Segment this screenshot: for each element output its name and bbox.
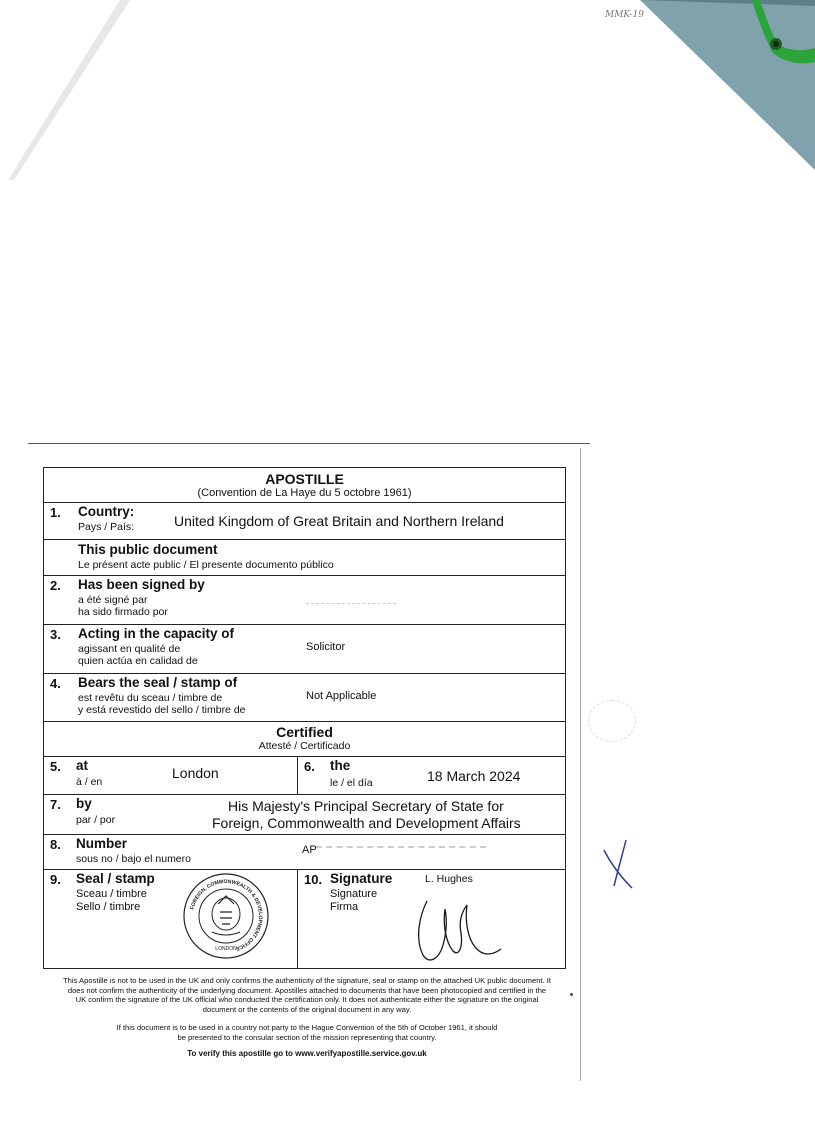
- field-number: 10.: [304, 872, 323, 887]
- signed-by-sublabel-fr: a été signé par: [78, 594, 148, 606]
- public-document-sublabel: Le présent acte public / El presente documento público: [78, 559, 334, 571]
- seal-of-sublabel-es: y está revestido del sello / timbre de: [78, 704, 246, 716]
- by-label: by: [76, 796, 92, 811]
- capacity-label: Acting in the capacity of: [78, 626, 235, 641]
- handwritten-x-mark: [596, 834, 636, 894]
- seal-ring-text: FOREIGN, COMMONWEALTH & DEVELOPMENT OFFICE: [189, 878, 264, 952]
- seal-of-row: [44, 673, 565, 722]
- capacity-sublabel-es: quien actúa en calidad de: [78, 655, 198, 667]
- signature-label: Signature: [330, 871, 393, 886]
- at-value: London: [172, 765, 219, 781]
- signed-by-label: Has been signed by: [78, 577, 205, 592]
- country-sublabel: Pays / País:: [78, 521, 135, 533]
- field-number: 6.: [304, 759, 315, 774]
- handwritten-note: MMK-19: [605, 10, 644, 20]
- signed-by-sublabel-es: ha sido firmado por: [78, 606, 168, 618]
- at-sublabel: à / en: [76, 776, 103, 788]
- number-row: [44, 834, 565, 870]
- apostille-form: [43, 467, 566, 969]
- signed-by-row: [44, 575, 565, 625]
- date-value: 18 March 2024: [427, 768, 521, 784]
- certified-label: Certified: [276, 724, 333, 740]
- sheet-right-edge: [580, 448, 581, 1081]
- redacted-signer-name: [306, 603, 396, 604]
- field-number: 9.: [50, 872, 61, 887]
- number-label: Number: [76, 836, 128, 851]
- signature-sublabel-es: Firma: [330, 901, 359, 913]
- by-row: [44, 794, 565, 835]
- cell-divider: [297, 869, 298, 968]
- number-value-redacted: AP: [302, 844, 317, 856]
- field-number: 4.: [50, 676, 61, 691]
- by-value-line2: Foreign, Commonwealth and Development Affairs: [212, 815, 521, 831]
- sheet-top-edge: [28, 443, 590, 444]
- field-number: 8.: [50, 837, 61, 852]
- signature-sublabel-fr: Signature: [330, 888, 378, 900]
- at-label: at: [76, 758, 89, 773]
- field-number: 3.: [50, 627, 61, 642]
- footer-verify-note: To verify this apostille go to www.verifyapostille.service.gov.uk: [187, 1049, 427, 1058]
- apostille-title: APOSTILLE: [265, 471, 344, 487]
- seal-bottom-text: LONDON: [215, 946, 237, 952]
- capacity-value: Solicitor: [306, 641, 346, 653]
- fcdo-seal-stamp: [182, 872, 270, 960]
- page-fold-shading: [0, 0, 130, 180]
- seal-stamp-sublabel-fr: Sceau / timbre: [76, 888, 147, 900]
- public-document-row: [44, 539, 565, 576]
- ink-dot: [570, 993, 573, 996]
- public-document-label: This public document: [78, 542, 218, 557]
- place-date-row: [44, 756, 565, 795]
- capacity-sublabel-fr: agissant en qualité de: [78, 643, 181, 655]
- footer-disclaimer: This Apostille is not to be used in the UK and only confirms the authenticity of the signature, seal or stamp on the attached UK public document. It does not confirm the authenticity of the underlying document. Apostilles attached to documents that have been photocopied and certified in the UK confirm the signature of the UK official who conducted the certification only. It does not authenticate either the signature on the original document or the contents of the original document in any way.: [63, 976, 551, 1014]
- country-label: Country:: [78, 504, 135, 519]
- seal-stamp-sublabel-es: Sello / timbre: [76, 901, 141, 913]
- certified-row: [44, 721, 565, 757]
- handwritten-signature: [409, 889, 509, 969]
- signatory-name: L. Hughes: [425, 873, 473, 885]
- seal-of-value: Not Applicable: [306, 690, 377, 702]
- seal-signature-row: [44, 869, 565, 968]
- field-number: 2.: [50, 578, 61, 593]
- certified-sublabel: Attesté / Certificado: [258, 740, 351, 752]
- country-value: United Kingdom of Great Britain and Northern Ireland: [174, 513, 504, 529]
- corner-ribbon-graphic: [640, 0, 815, 175]
- svg-text:FOREIGN, COMMONWEALTH & DEVELO: [190, 879, 263, 952]
- faint-stamp-impression: [588, 700, 636, 742]
- redacted-number: [316, 846, 486, 848]
- apostille-subtitle: (Convention de La Haye du 5 octobre 1961): [197, 487, 412, 499]
- by-value-line1: His Majesty's Principal Secretary of State for: [228, 798, 504, 814]
- seal-of-label: Bears the seal / stamp of: [78, 675, 238, 690]
- number-sublabel: sous no / bajo el numero: [76, 853, 191, 865]
- apostille-header: [44, 468, 565, 503]
- field-number: 1.: [50, 505, 61, 520]
- by-sublabel: par / por: [76, 814, 116, 826]
- date-sublabel: le / el día: [330, 777, 373, 789]
- field-number: 5.: [50, 759, 61, 774]
- field-number: 7.: [50, 797, 61, 812]
- seal-of-sublabel-fr: est revêtu du sceau / timbre de: [78, 692, 223, 704]
- seal-stamp-label: Seal / stamp: [76, 871, 155, 886]
- capacity-row: [44, 624, 565, 674]
- footer-hague-note: If this document is to be used in a country not party to the Hague Convention of the 5th of October 1961, it should be presented to the consular section of the mission representing that country.: [116, 1023, 498, 1042]
- country-row: [44, 502, 565, 540]
- cell-divider: [297, 756, 298, 794]
- date-label: the: [330, 758, 351, 773]
